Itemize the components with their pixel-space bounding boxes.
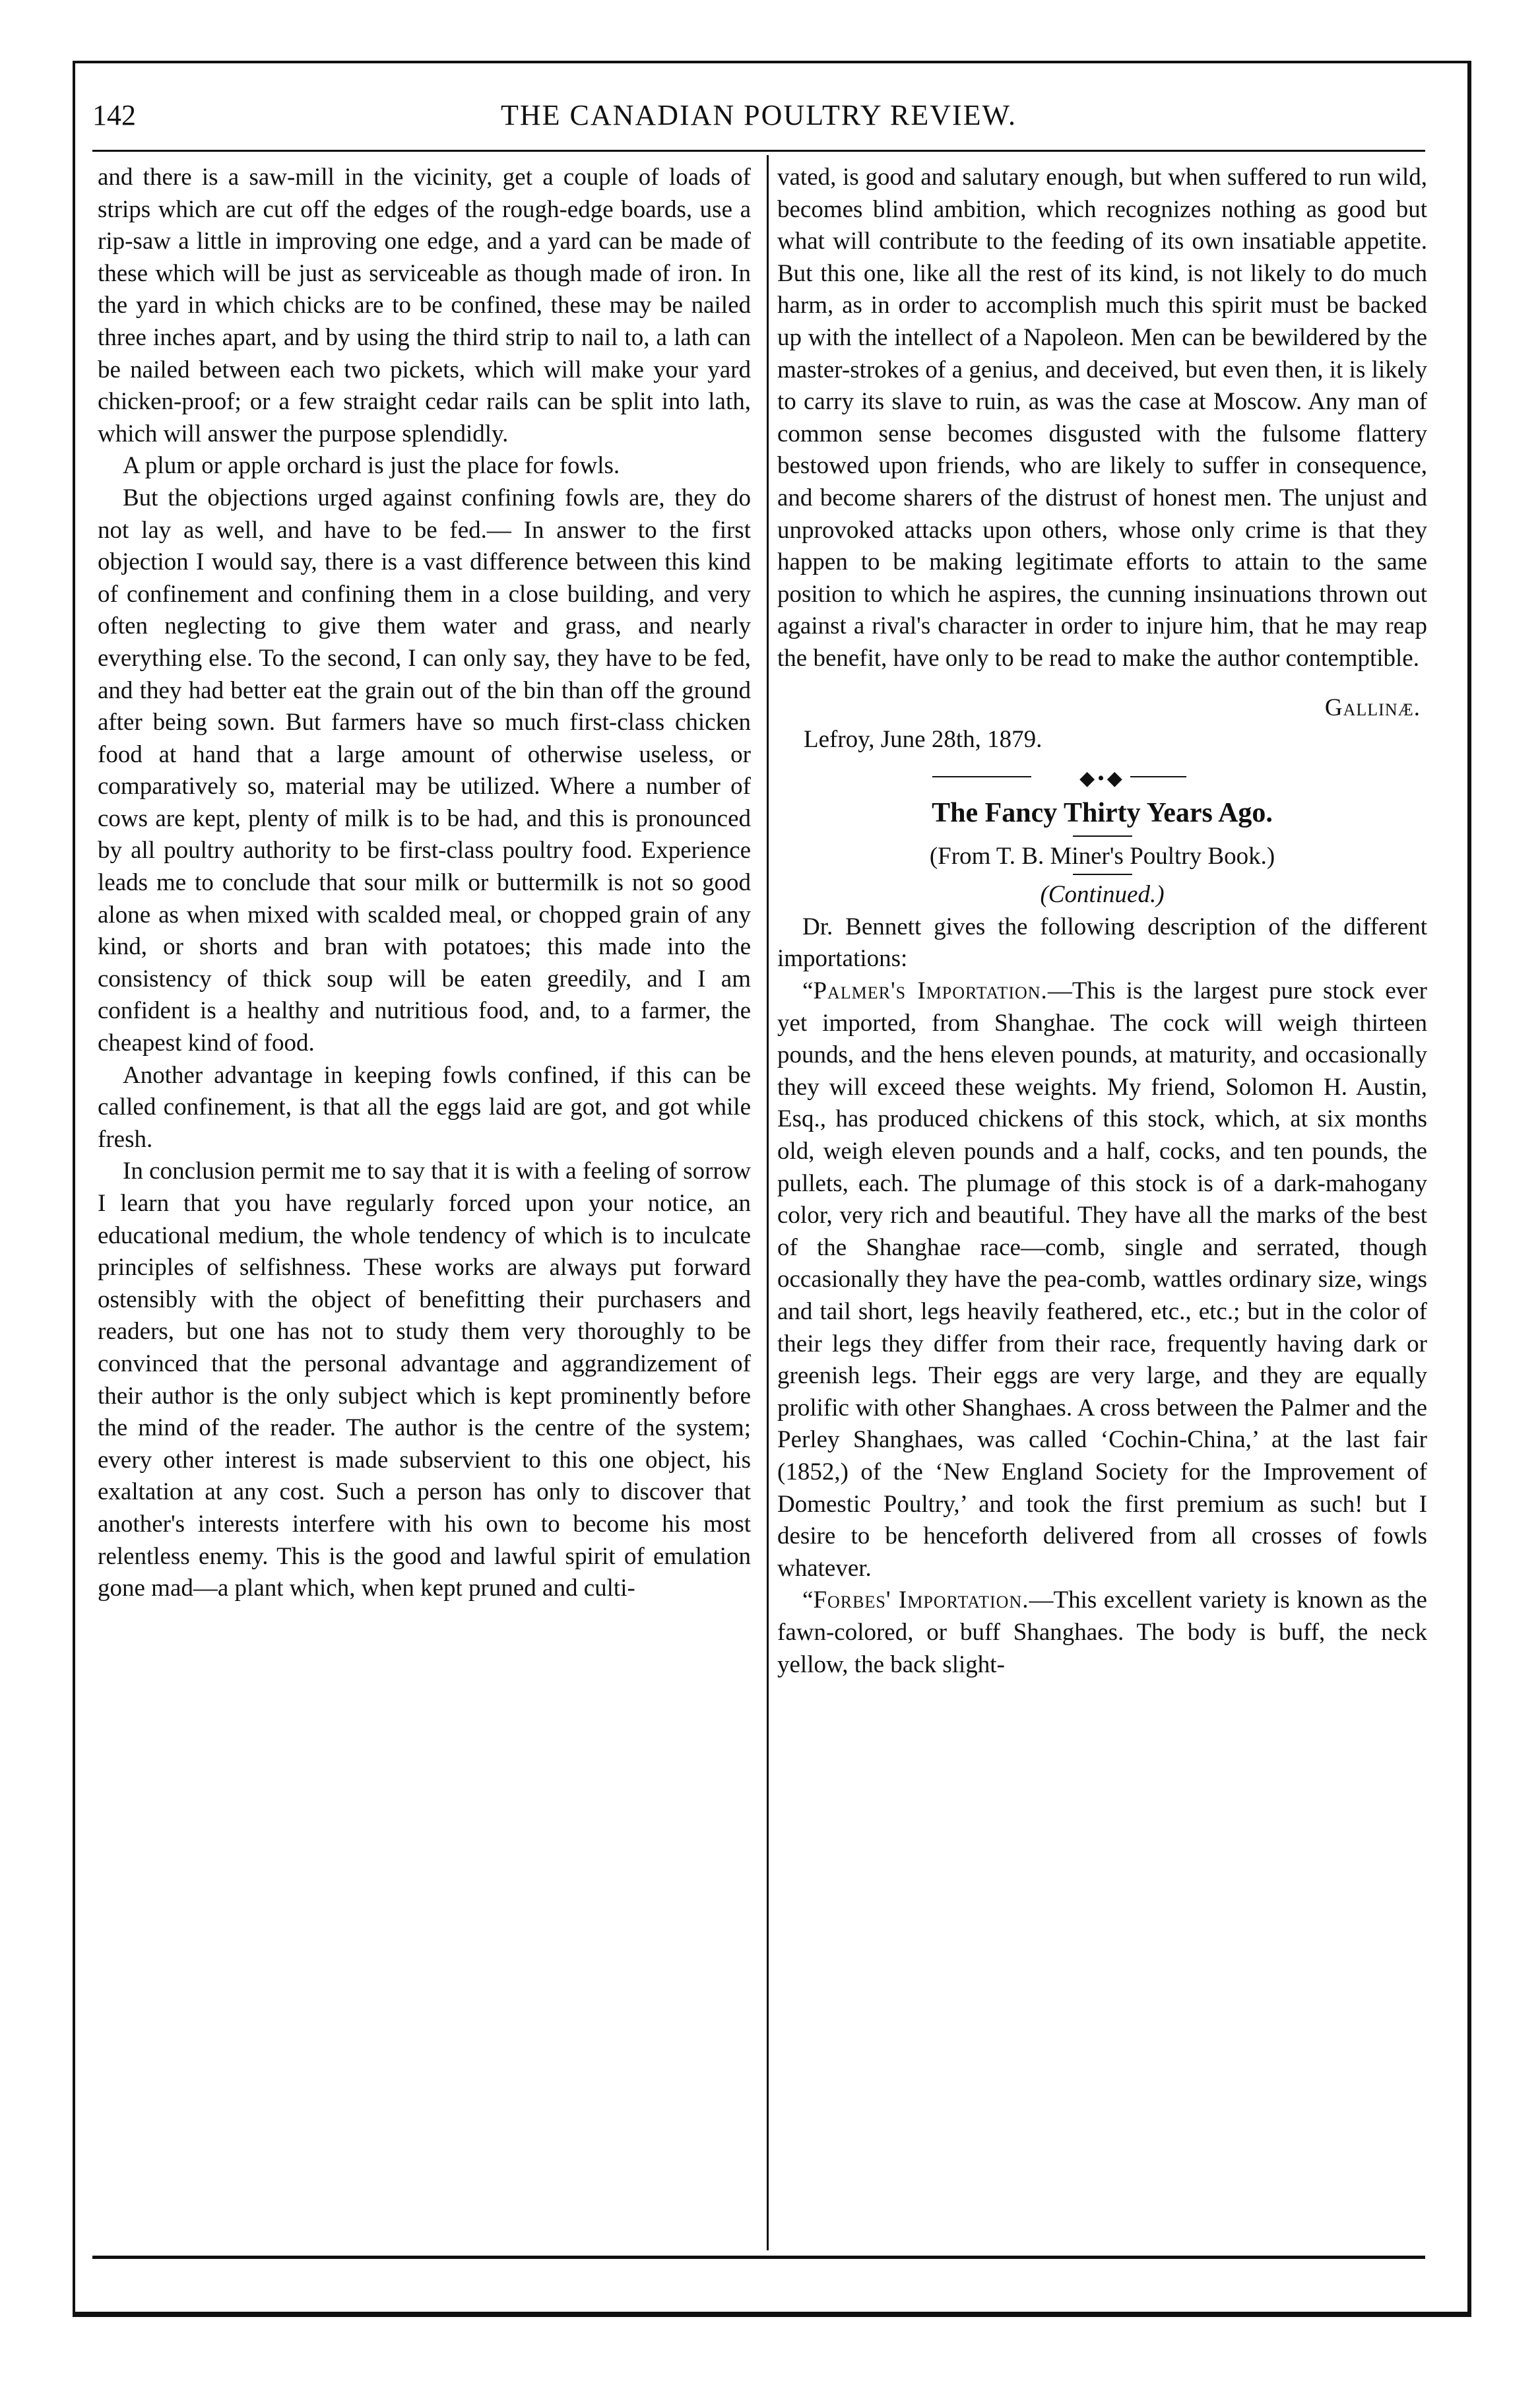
paragraph: Another advantage in keeping fowls confined, if this can be called confinement, is that all the eggs laid are got, and got while fresh. [98,1061,751,1153]
paragraph: “Palmer's Importation.—This is the largest pure stock ever yet imported, from Shanghae. The cock will weigh thirteen pounds, and the hens eleven pounds, at maturity, and occasionally they will exceed these weights. My friend, Solomon H. Austin, Esq., has produced chickens of this stock, which, at six months old, weigh eleven pounds and a half, cocks, and ten pounds, the pullets, each. The plumage of this stock is of a dark-mahogany color, very rich and beautiful. They have all the marks of the best of the Shanghae race—comb, single and serrated, though occasionally they have the pea-comb, wattles ordinary size, wings and tail short, legs heavily feathered, etc., etc.; but in the color of their legs they differ from their race, frequently having dark or greenish legs. Their eggs are very large, and they are equally prolific with other Shanghaes. A cross between the Palmer and the Perley Shanghaes, was called ‘Cochin-China,’ at the last fair (1852,) of the ‘New England Society for the Improvement of Domestic Poultry,’ and took the first premium as such! but I desire to be henceforth delivered from all crosses of fowls whatever. [777,977,1427,1582]
paragraph: and there is a saw-mill in the vicinity, get a couple of loads of strips which are cut off the edges of the rough-edge boards, use a rip-saw a little in improving one edge, and a yard can be made of these which will be just as serviceable as though made of iron. In the yard in which chicks are to be confined, these may be nailed three inches apart, and by using the third strip to nail to, a lath can be nailed between each two pickets, which will make your yard chicken-proof; or a few straight cedar rails can be split into lath, which will answer the purpose splendidly. [98,164,751,447]
signature: Gallinæ. [1324,694,1421,721]
paragraph: In conclusion permit me to say that it is with a feeling of sorrow I learn that you have regularly forced upon your notice, an educational medium, the whole tendency of which is to inculcate principles of selfishness. These works are always put forward ostensibly with the object of benefitting their purchasers and readers, but one has not to study them very thoroughly to be convinced that the personal advantage and aggrandizement of their author is the only subject which is kept prominently before the mind of the reader. The author is the centre of the system; every other interest is made subservient to this one object, his exaltation at any cost. Such a person has only to discover that another's interests interfere with his own to become his most relentless enemy. This is the good and lawful spirit of emulation gone mad—a plant which, when kept pruned and culti- [98,1158,751,1602]
paragraph: vated, is good and salutary enough, but when suffered to run wild, becomes blind ambition, which recognizes nothing as good but what will contribute to the feeding of its own insatiable appetite. But this one, like all the rest of its kind, is not likely to do much harm, as in order to accomplish much this spirit must be backed up with the intellect of a Napoleon. Men can be bewildered by the master-strokes of a genius, and deceived, but even then, it is likely to carry its slave to ruin, as was the case at Moscow. Any man of common sense becomes disgusted with the fulsome flattery bestowed upon friends, who are likely to suffer in consequence, and become sharers of the distrust of honest men. The unjust and unprovoked attacks upon others, whose only crime is that they happen to be making legitimate efforts to attain to the same position to which he aspires, the cunning insinuations thrown out against a rival's character in order to injure him, that he may reap the benefit, have only to be read to make the author contemptible. [777,164,1427,672]
column-divider [767,155,769,2250]
forbes-text: —This excellent variety is known as the fawn-colored, or buff Shanghaes. The body is buff, the neck yellow, the back slight- [777,1586,1427,1678]
title-rule [1073,835,1132,837]
place-date: Lefroy, June 28th, 1879. [804,726,1043,754]
footer-rule [92,2256,1425,2259]
left-column [98,162,751,1605]
subhead-forbes: Forbes' Importation. [813,1586,1029,1614]
page-number: 142 [92,99,136,131]
paragraph: But the objections urged against confining fowls are, they do not lay as well, and have to be fed.— In answer to the first objection I would say, there is a vast difference between this kind of confinement and confining them in a close building, and very often neglecting to give them water and grass, and nearly everything else. To the second, I can only say, they have to be fed, and they had better eat the grain out of the bin than off the ground after being sown. But farmers have so much first-class chicken food at hand that a large amount of otherwise useless, or comparatively so, material may be utilized. Where a number of cows are kept, plenty of milk is to be had, and this is pronounced by all poultry authority to be first-class poultry food. Experience leads me to conclude that sour milk or buttermilk is not so good alone as when mixed with scalded meal, or chopped grain of any kind, or shorts and bran with potatoes; this made into the consistency of thick soup will be eaten greedily, and I am confident is a healthy and nutritious food, and, to a farmer, the cheapest kind of food. [98,484,751,1057]
article-title: The Fancy Thirty Years Ago. [932,797,1273,828]
paragraph: “Forbes' Importation.—This excellent variety is known as the fawn-colored, or buff Shanghaes. The body is buff, the neck yellow, the back slight- [777,1586,1427,1678]
ornament-divider [777,763,1427,789]
palmer-text: —This is the largest pure stock ever yet imported, from Shanghae. The cock will weigh thirteen pounds, and the hens eleven pounds, at maturity, and occasionally they will exceed these weights. My friend, Solomon H. Austin, Esq., has produced chickens of this stock, which, at six months old, weigh eleven pounds and a half, cocks, and ten pounds, the pullets, each. The plumage of this stock is of a dark-mahogany color, very rich and beautiful. They have all the marks of the best of the Shanghae race—comb, single and serrated, though occasionally they have the pea-comb, wattles ordinary size, wings and tail short, legs heavily feathered, etc., etc.; but in the color of their legs they differ from their race, frequently having dark or greenish legs. Their eggs are very large, and they are equally prolific with other Shanghaes. A cross between the Palmer and the Perley Shanghaes, was called ‘Cochin-China,’ at the last fair (1852,) of the ‘New England Society for the Improvement of Domestic Poultry,’ and took the first premium as such! but I desire to be henceforth delivered from all crosses of fowls whatever. [777,977,1427,1582]
running-title: THE CANADIAN POULTRY REVIEW. [501,99,1017,131]
ornament-icon: ◆•◆ [1074,767,1130,789]
page-header [92,92,1425,139]
article-source: (From T. B. Miner's Poultry Book.) [929,842,1275,870]
subhead-palmer: Palmer's Importation. [813,977,1048,1005]
continued-label: (Continued.) [1040,881,1165,909]
header-rule [92,150,1425,152]
paragraph: Dr. Bennett gives the following description of the different importations: [777,913,1427,973]
source-rule [1073,874,1132,875]
paragraph: A plum or apple orchard is just the place for fowls. [123,452,620,480]
right-column [777,162,1427,1681]
